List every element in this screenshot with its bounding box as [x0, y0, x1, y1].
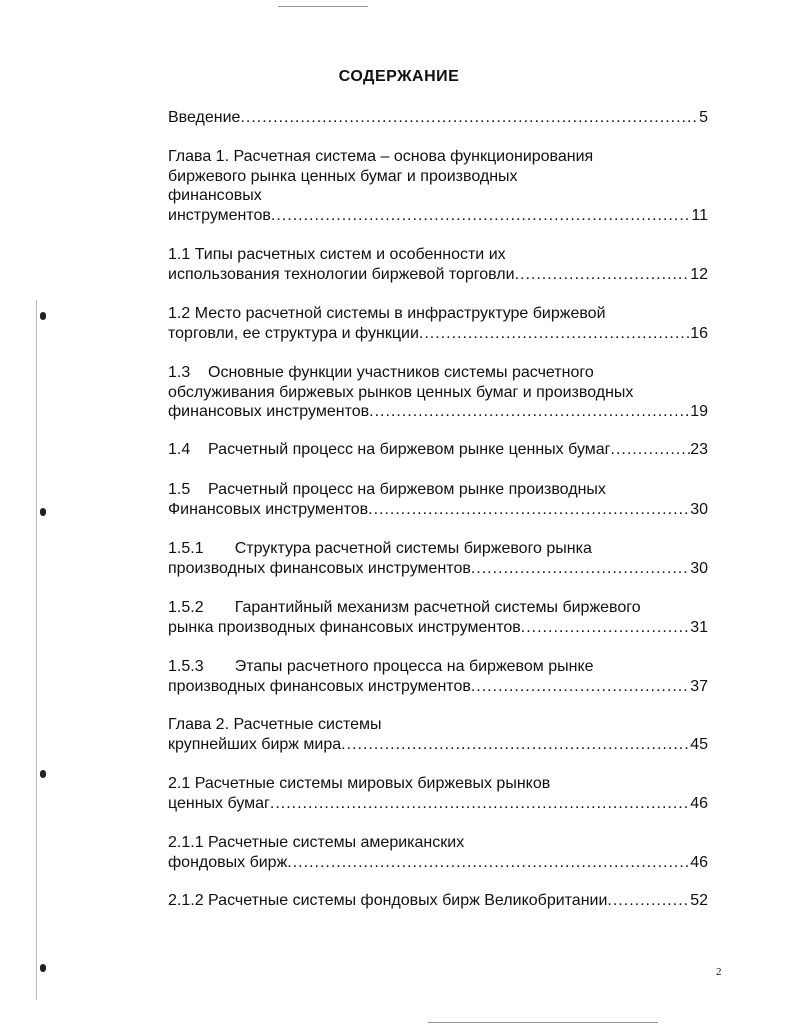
toc-page-number: 19	[690, 403, 708, 421]
toc-entry-2-1-1	[168, 833, 708, 872]
toc-entry-text: Глава 2. Расчетные системы	[168, 716, 382, 733]
toc-entry-text: 2.1.2 Расчетные системы фондовых бирж Великобритании	[168, 892, 608, 909]
toc-entry-1-3	[168, 363, 708, 422]
leader-dots	[240, 108, 699, 128]
toc-entry-text: финансовых инструментов	[168, 403, 370, 421]
scan-mark	[40, 770, 46, 778]
leader-dots	[369, 402, 690, 422]
toc-entry-text: производных финансовых инструментов	[168, 677, 471, 695]
toc-entry-text: фондовых бирж	[168, 853, 288, 871]
page-title: СОДЕРЖАНИЕ	[338, 68, 460, 85]
toc-entry-1-5-1	[168, 539, 708, 578]
toc-page-number: 11	[691, 206, 708, 224]
scan-margin-line	[36, 300, 37, 1000]
toc-page-number: 30	[690, 500, 708, 518]
leader-dots	[270, 794, 690, 814]
toc-entry-text: финансовых	[168, 187, 262, 205]
toc-page-number: 37	[690, 677, 708, 695]
toc-entry-text: ценных бумаг	[168, 794, 270, 812]
scan-mark	[428, 1022, 658, 1023]
toc-page-number: 31	[690, 618, 708, 636]
toc-entry-text: использования технологии биржевой торговли	[168, 265, 515, 283]
toc-entry-1-2	[168, 304, 708, 343]
toc-entry-2-1-2	[168, 891, 708, 911]
toc-page-number: 30	[690, 559, 708, 577]
toc-entry-1-1	[168, 245, 708, 284]
toc-entry-text: крупнейших бирж мира	[168, 735, 342, 753]
toc-entry-text: Финансовых инструментов	[168, 500, 369, 518]
toc-entry-text: торговли, ее структура и функции	[168, 324, 419, 342]
toc-page-number: 23	[690, 441, 708, 458]
leader-dots	[287, 853, 690, 873]
toc-page-number: 5	[699, 109, 708, 126]
toc-entry-1-5	[168, 480, 708, 519]
toc-entry-text: 1.5.1 Структура расчетной системы биржевого рынка	[168, 540, 592, 557]
toc-page-number: 45	[690, 735, 708, 753]
toc-entry-introduction	[168, 108, 708, 128]
leader-dots	[471, 677, 690, 697]
toc-entry-text: 1.5.3 Этапы расчетного процесса на биржевом рынке	[168, 658, 594, 675]
toc-entry-text: 1.1 Типы расчетных систем и особенности их	[168, 246, 506, 263]
toc-entry-text: 2.1 Расчетные системы мировых биржевых рынков	[168, 775, 551, 792]
toc-entry-1-5-2	[168, 598, 708, 637]
leader-dots	[515, 265, 691, 285]
toc-entry-chapter-1	[168, 147, 708, 225]
leader-dots	[611, 440, 691, 460]
leader-dots	[271, 206, 691, 226]
toc-entry-1-5-3	[168, 657, 708, 696]
toc-entry-text: 1.3 Основные функции участников системы расчетного	[168, 364, 594, 381]
scan-mark	[40, 964, 46, 972]
leader-dots	[341, 735, 690, 755]
toc-entry-text: 1.5 Расчетный процесс на биржевом рынке производных	[168, 481, 606, 498]
toc-entry-text: 1.5.2 Гарантийный механизм расчетной системы биржевого	[168, 599, 641, 616]
toc-page-number: 52	[690, 892, 708, 909]
toc-page-number: 16	[690, 324, 708, 342]
toc-entry-text: 1.2 Место расчетной системы в инфраструктуре биржевой	[168, 305, 606, 322]
toc-page-number: 12	[690, 265, 708, 283]
toc-entry-text: рынка производных финансовых инструментов	[168, 618, 521, 636]
leader-dots	[607, 891, 690, 911]
toc-page-number: 46	[690, 853, 708, 871]
scan-mark	[278, 6, 368, 7]
leader-dots	[368, 500, 690, 520]
toc-entry-text: биржевого рынка ценных бумаг и производных	[168, 167, 518, 185]
toc-page-number: 46	[690, 794, 708, 812]
toc-entry-text: обслуживания биржевых рынков ценных бумаг и производных	[168, 383, 634, 401]
scan-mark	[40, 508, 46, 516]
leader-dots	[471, 559, 690, 579]
page-number: 2	[716, 966, 722, 978]
toc-entry-text: Глава 1. Расчетная система – основа функционирования	[168, 148, 594, 165]
toc-entry-text: 1.4 Расчетный процесс на биржевом рынке ценных бумаг	[168, 441, 611, 458]
toc-entry-chapter-2	[168, 715, 708, 754]
toc-entry-2-1	[168, 774, 708, 813]
toc-entry-text: Введение	[168, 109, 241, 126]
toc-entry-1-4	[168, 440, 708, 460]
toc-entry-text: производных финансовых инструментов	[168, 559, 471, 577]
toc-entry-text: инструментов	[168, 206, 271, 224]
toc-entry-text: 2.1.1 Расчетные системы американских	[168, 834, 465, 851]
leader-dots	[419, 324, 690, 344]
scan-mark	[40, 312, 46, 320]
leader-dots	[521, 618, 690, 638]
